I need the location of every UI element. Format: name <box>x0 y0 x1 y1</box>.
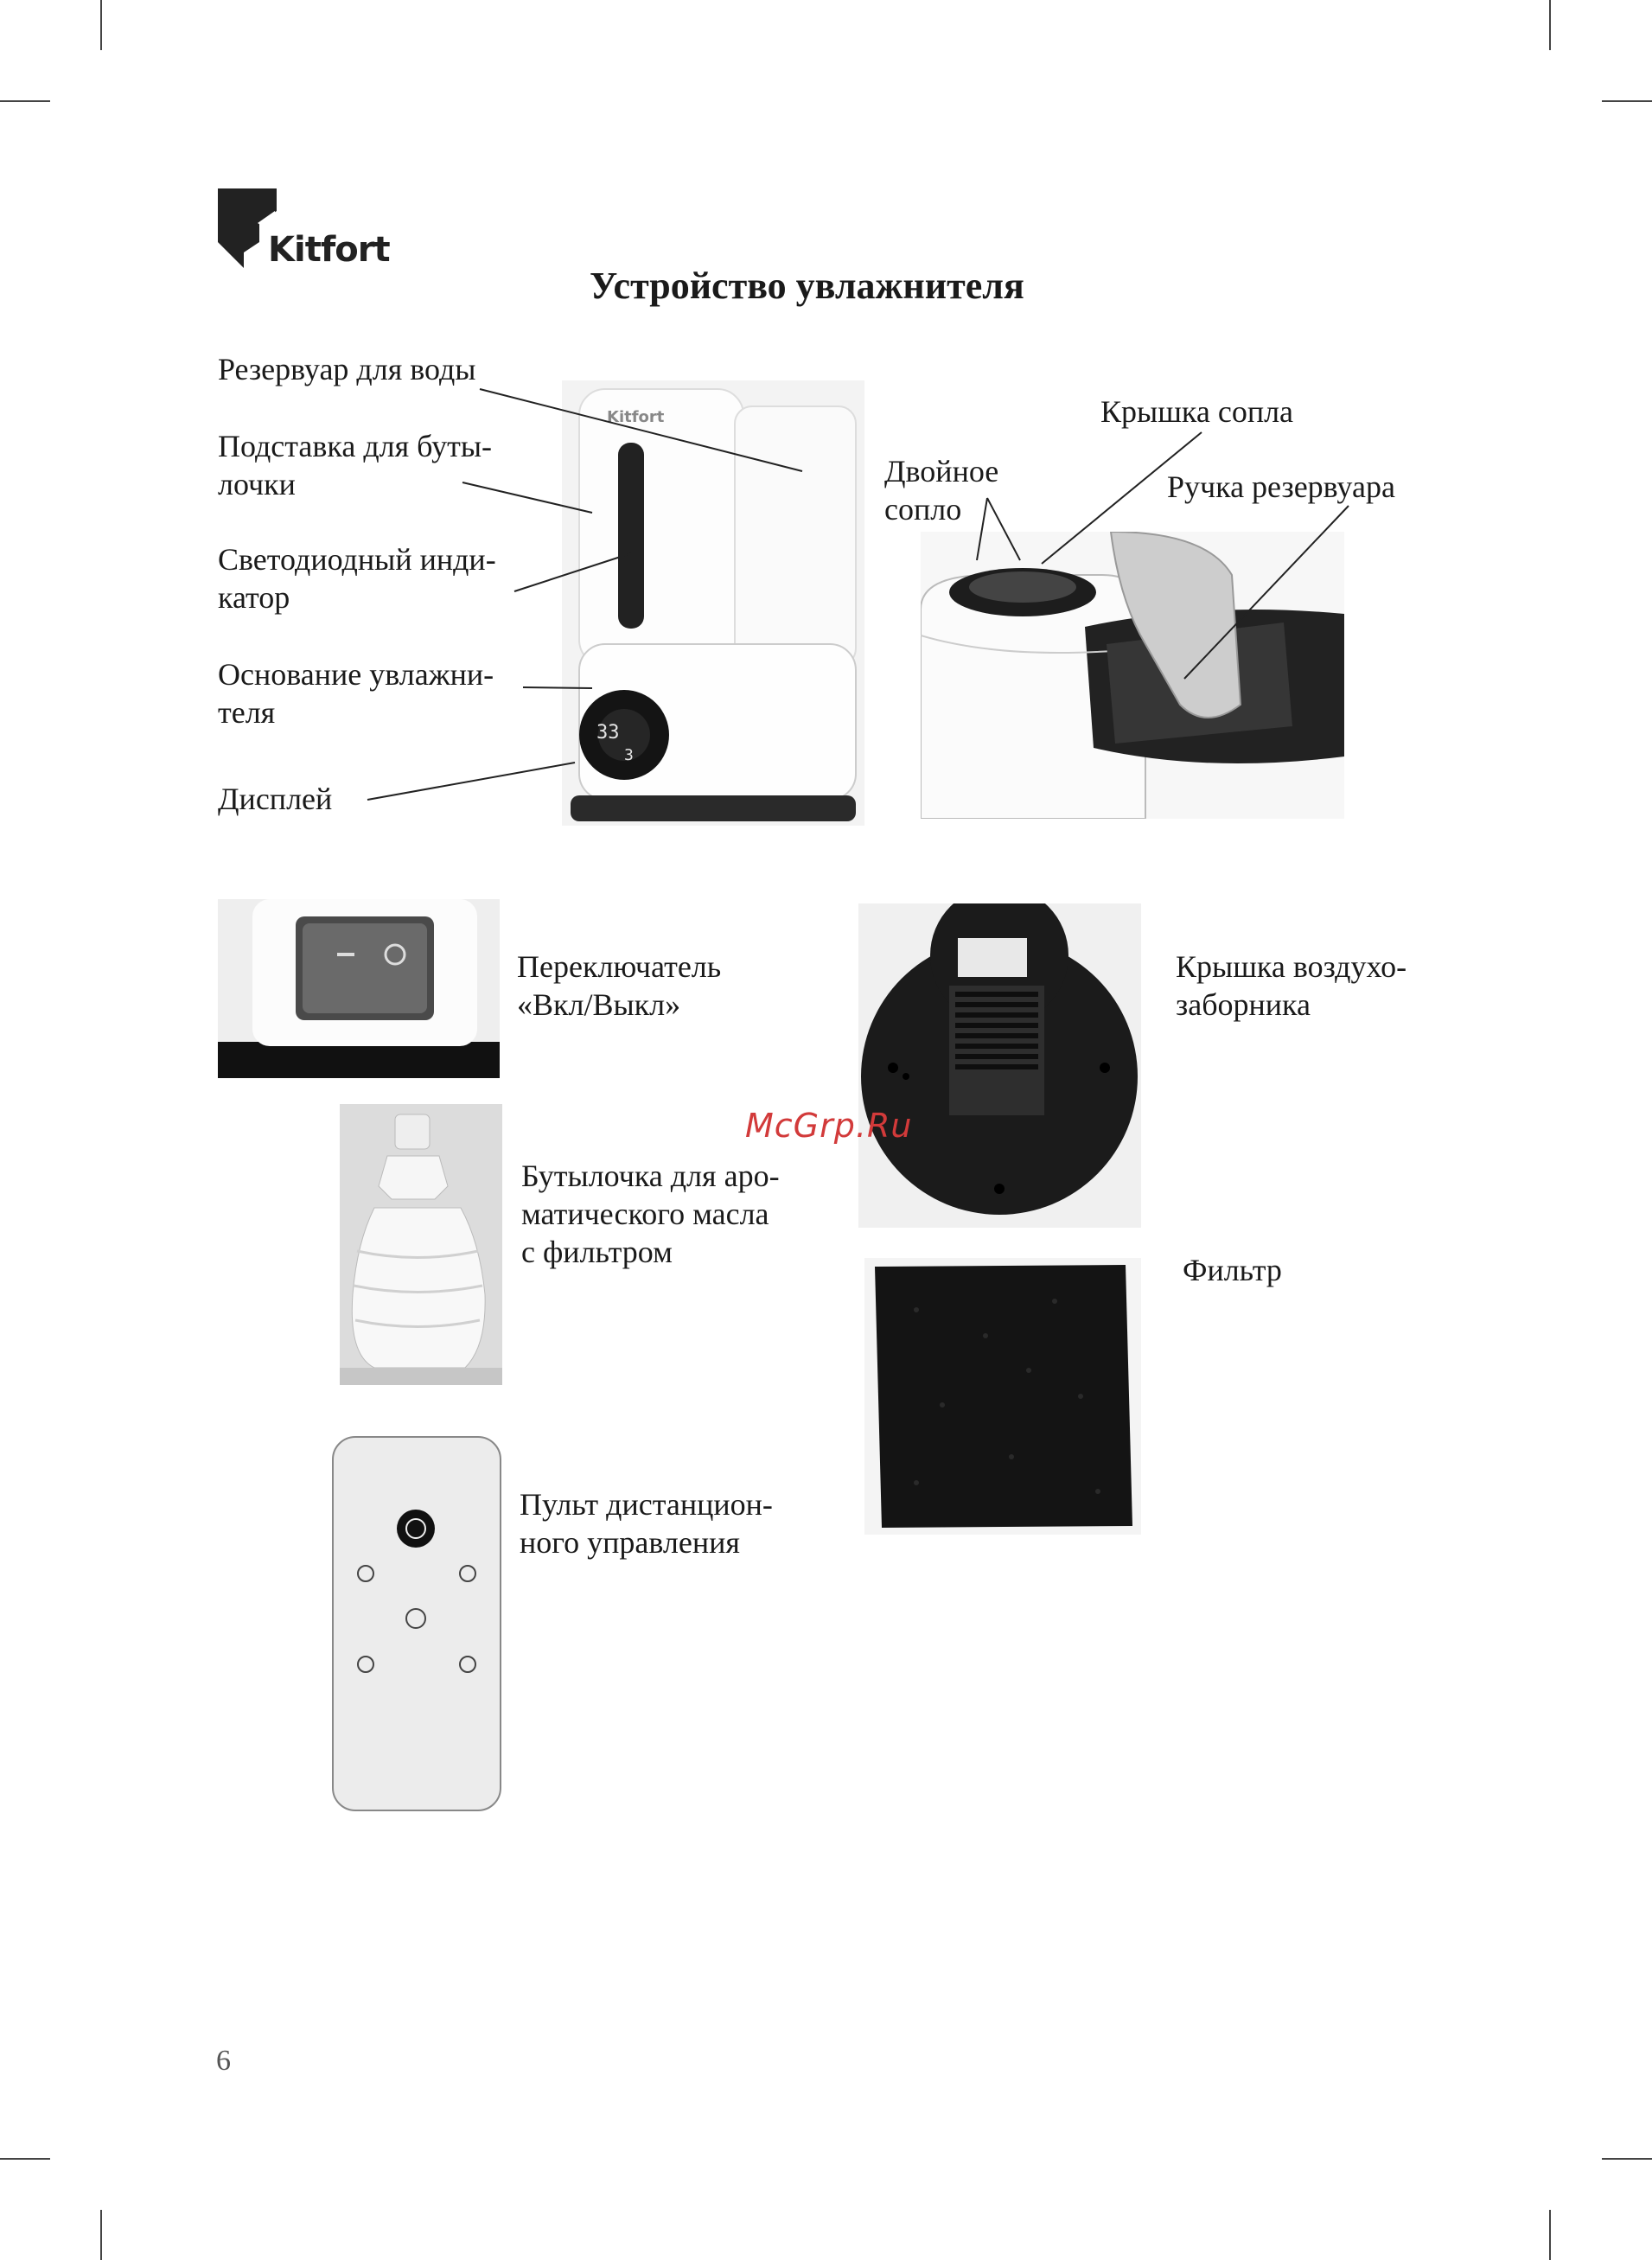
label-filter: Фильтр <box>1183 1253 1282 1287</box>
label-base: Основание увлажни- теля <box>218 657 494 730</box>
label-bottle-stand: Подставка для буты- лочки <box>218 429 493 501</box>
label-water-tank: Резервуар для воды <box>218 352 476 386</box>
label-switch: Переключатель «Вкл/Выкл» <box>517 949 722 1022</box>
label-air-intake-cover: Крышка воздухо- заборника <box>1176 949 1407 1022</box>
label-remote: Пульт дистанцион- ного управления <box>520 1487 773 1560</box>
label-nozzle-cap: Крышка сопла <box>1100 394 1294 429</box>
label-led-indicator: Светодиодный инди- катор <box>218 542 496 615</box>
page-title: Устройство увлажнителя <box>590 265 1024 307</box>
page-number: 6 <box>216 2045 231 2077</box>
display-level-value: 3 <box>624 746 634 764</box>
label-display: Дисплей <box>218 782 333 816</box>
svg-text:Kitfort: Kitfort <box>607 408 665 426</box>
label-double-nozzle: Двойное сопло <box>884 454 999 527</box>
brand-name: Kitfort <box>268 230 390 270</box>
watermark: McGrp.Ru <box>745 1107 913 1145</box>
display-humidity-value: 33 <box>596 722 620 744</box>
label-tank-handle: Ручка резервуара <box>1167 469 1395 504</box>
label-aroma-bottle: Бутылочка для аро- матического масла с фильтром <box>521 1159 780 1269</box>
